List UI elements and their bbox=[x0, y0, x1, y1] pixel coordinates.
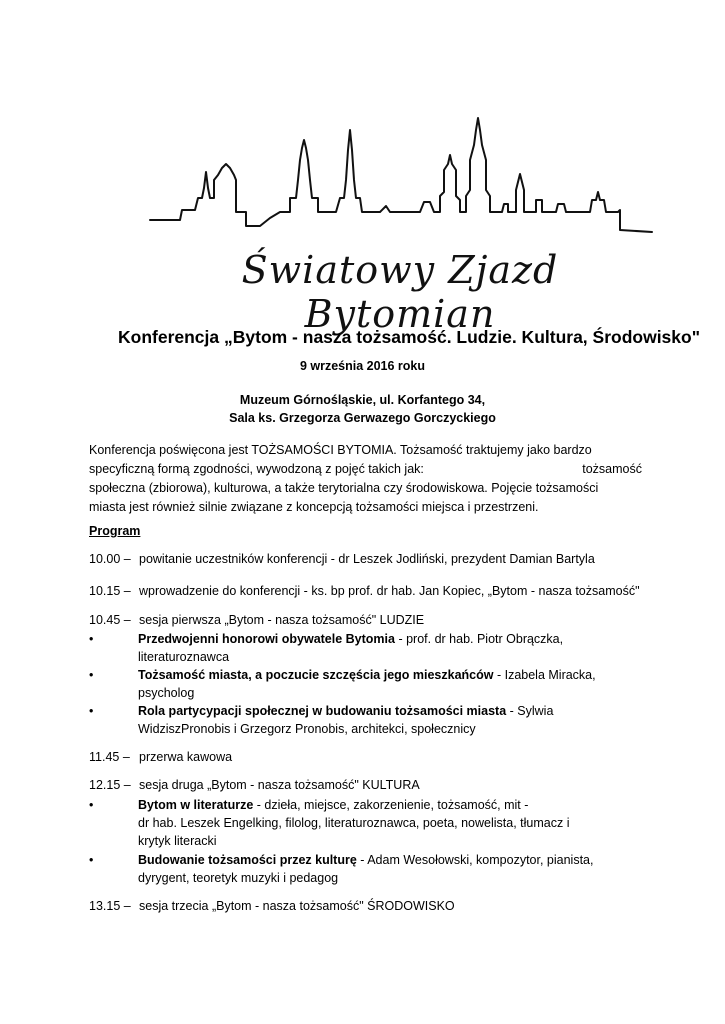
talk-speaker: - Sylwia bbox=[506, 704, 554, 718]
intro-line bbox=[89, 498, 642, 517]
intro-line bbox=[89, 479, 642, 498]
talk-speaker: - prof. dr hab. Piotr Obrączka, bbox=[394, 632, 564, 646]
talk-title: Przedwojenni honorowi obywatele Bytomia bbox=[138, 632, 395, 646]
talk-title: Rola partycypacji społecznej w budowaniu tożsamości miasta bbox=[138, 704, 507, 718]
logo bbox=[140, 100, 660, 336]
intro-text: społeczna (zbiorowa), kulturowa, a także terytorialna czy środowiskowa. Pojęcie tożsamości bbox=[89, 481, 599, 495]
schedule-entry bbox=[89, 899, 455, 913]
schedule-entry bbox=[89, 750, 232, 764]
event-date: 9 września 2016 roku bbox=[299, 359, 426, 373]
list-item-line: psycholog bbox=[138, 686, 195, 700]
page-title: Konferencja „Bytom - nasza tożsamość. Ludzie. Kultura, Środowisko" bbox=[118, 327, 701, 347]
entry-time: 13.15 – bbox=[89, 899, 131, 913]
schedule-entry bbox=[89, 552, 595, 566]
city-skyline-icon bbox=[140, 100, 660, 255]
talk-title: Tożsamość miasta, a poczucie szczęścia jego mieszkańców bbox=[138, 668, 494, 682]
intro-text: specyficzną formą zgodności, wywodzoną z pojęć takich jak: bbox=[89, 462, 424, 476]
intro-line bbox=[89, 441, 642, 460]
list-item-line bbox=[138, 666, 638, 684]
intro-text: tożsamość bbox=[582, 462, 642, 476]
entry-time: 10.15 – bbox=[89, 584, 131, 598]
entry-text: przerwa kawowa bbox=[139, 750, 233, 764]
list-item-line: krytyk literacki bbox=[138, 834, 217, 848]
list-item-body bbox=[138, 796, 638, 850]
entry-time: 11.45 – bbox=[89, 750, 130, 764]
intro-text: miasta jest również silnie związane z koncepcją tożsamości miejsca i przestrzeni. bbox=[89, 500, 539, 514]
schedule-entry bbox=[89, 778, 420, 792]
venue-address: Muzeum Górnośląskie, ul. Korfantego 34, bbox=[239, 393, 486, 407]
bullet-icon: • bbox=[89, 704, 94, 718]
bullet-icon: • bbox=[89, 798, 94, 812]
talk-speaker: - Adam Wesołowski, kompozytor, pianista, bbox=[356, 853, 594, 867]
talk-title: Budowanie tożsamości przez kulturę bbox=[138, 853, 357, 867]
list-item-line: dr hab. Leszek Engelking, filolog, literaturoznawca, poeta, nowelista, tłumacz i bbox=[138, 816, 570, 830]
list-item-body bbox=[138, 666, 638, 702]
entry-text: sesja pierwsza „Bytom - nasza tożsamość" LUDZIE bbox=[139, 613, 425, 627]
list-item-line bbox=[138, 796, 638, 814]
logo-text: Światowy Zjazd Bytomian bbox=[241, 248, 559, 336]
program-heading: Program bbox=[89, 524, 141, 538]
bullet-icon: • bbox=[89, 853, 94, 867]
list-item-body bbox=[138, 630, 638, 666]
bullet-icon: • bbox=[89, 632, 94, 646]
list-item-line bbox=[138, 702, 638, 720]
talk-speaker: - Izabela Miracka, bbox=[493, 668, 596, 682]
list-item-line bbox=[138, 630, 638, 648]
intro-text: Konferencja poświęcona jest TOŻSAMOŚCI BYTOMIA. Tożsamość traktujemy jako bardzo bbox=[89, 443, 592, 457]
entry-text: powitanie uczestników konferencji - dr Leszek Jodliński, prezydent Damian Bartyla bbox=[139, 552, 595, 566]
entry-text: sesja trzecia „Bytom - nasza tożsamość" ŚRODOWISKO bbox=[139, 899, 455, 913]
intro-paragraph bbox=[89, 441, 642, 517]
schedule-entry bbox=[89, 584, 640, 598]
list-item-line: literaturoznawca bbox=[138, 650, 230, 664]
entry-time: 12.15 – bbox=[89, 778, 131, 792]
entry-text: wprowadzenie do konferencji - ks. bp prof. dr hab. Jan Kopiec, „Bytom - nasza tożsamość" bbox=[139, 584, 640, 598]
list-item-line bbox=[138, 851, 638, 869]
list-item-body bbox=[138, 702, 638, 738]
list-item-line: dyrygent, teoretyk muzyki i pedagog bbox=[138, 871, 339, 885]
intro-line bbox=[89, 460, 642, 479]
schedule-entry bbox=[89, 613, 424, 627]
bullet-icon: • bbox=[89, 668, 94, 682]
talk-speaker: - dzieła, miejsce, zakorzenienie, tożsamość, mit - bbox=[253, 798, 529, 812]
list-item-line: WidziszPronobis i Grzegorz Pronobis, architekci, społecznicy bbox=[138, 722, 476, 736]
entry-time: 10.00 – bbox=[89, 552, 131, 566]
list-item-body bbox=[138, 851, 638, 887]
entry-text: sesja druga „Bytom - nasza tożsamość" KULTURA bbox=[139, 778, 420, 792]
talk-title: Bytom w literaturze bbox=[138, 798, 254, 812]
venue-room: Sala ks. Grzegorza Gerwazego Gorczyckiego bbox=[229, 411, 496, 425]
entry-time: 10.45 – bbox=[89, 613, 131, 627]
